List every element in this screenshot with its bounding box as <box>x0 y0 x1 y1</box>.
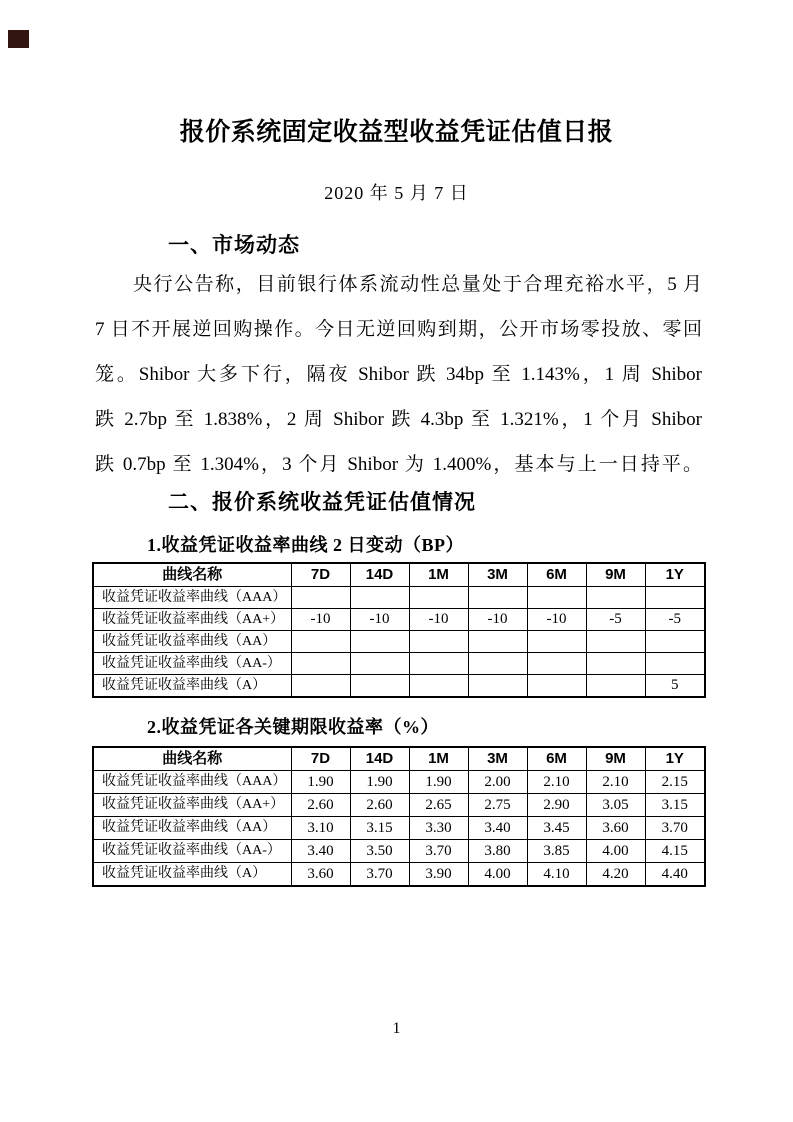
value-cell <box>291 587 350 609</box>
value-cell: 2.15 <box>645 771 705 794</box>
value-cell <box>291 653 350 675</box>
corner-mark <box>8 30 29 48</box>
value-cell: -10 <box>350 609 409 631</box>
value-cell: 3.70 <box>409 840 468 863</box>
value-cell: -10 <box>527 609 586 631</box>
curve-name-cell: 收益凭证收益率曲线（A） <box>93 863 291 887</box>
value-cell: 5 <box>645 675 705 698</box>
value-cell: 2.75 <box>468 794 527 817</box>
column-header-1m: 1M <box>409 563 468 587</box>
value-cell: 4.00 <box>468 863 527 887</box>
value-cell: 3.30 <box>409 817 468 840</box>
curve-name-cell: 收益凭证收益率曲线（AA） <box>93 817 291 840</box>
curve-name-cell: 收益凭证收益率曲线（AA-） <box>93 653 291 675</box>
paragraph-line-1: 央行公告称，目前银行体系流动性总量处于合理充裕水平，5 月 <box>133 274 702 295</box>
value-cell: -5 <box>645 609 705 631</box>
value-cell <box>291 675 350 698</box>
curve-name-cell: 收益凭证收益率曲线（A） <box>93 675 291 698</box>
column-header-9m: 9M <box>586 563 645 587</box>
value-cell <box>527 653 586 675</box>
paragraph-line-5: 跌 0.7bp 至 1.304%，3 个月 Shibor 为 1.400%，基本与上一日持平。 <box>95 454 702 475</box>
value-cell <box>409 653 468 675</box>
value-cell: 3.45 <box>527 817 586 840</box>
column-header-6m: 6M <box>527 563 586 587</box>
value-cell <box>409 587 468 609</box>
value-cell: 1.90 <box>291 771 350 794</box>
value-cell: 1.90 <box>350 771 409 794</box>
value-cell: 4.00 <box>586 840 645 863</box>
column-header-14d: 14D <box>350 563 409 587</box>
value-cell: 4.10 <box>527 863 586 887</box>
column-header-6m: 6M <box>527 747 586 771</box>
column-header-curve-name: 曲线名称 <box>93 563 291 587</box>
document-date: 2020 年 5 月 7 日 <box>324 183 469 203</box>
value-cell: 3.50 <box>350 840 409 863</box>
market-dynamics-paragraph <box>95 262 702 487</box>
value-cell <box>527 675 586 698</box>
value-cell <box>468 587 527 609</box>
value-cell: 3.80 <box>468 840 527 863</box>
value-cell: 2.10 <box>586 771 645 794</box>
table-row <box>93 587 705 609</box>
value-cell <box>527 631 586 653</box>
table-row <box>93 653 705 675</box>
table-row <box>93 631 705 653</box>
curve-name-cell: 收益凭证收益率曲线（AA+） <box>93 794 291 817</box>
table-row <box>93 794 705 817</box>
table-header-row <box>93 563 705 587</box>
value-cell: 3.15 <box>350 817 409 840</box>
curve-name-cell: 收益凭证收益率曲线（AA+） <box>93 609 291 631</box>
value-cell: 3.05 <box>586 794 645 817</box>
column-header-1y: 1Y <box>645 563 705 587</box>
value-cell <box>468 653 527 675</box>
table-2-caption: 2.收益凭证各关键期限收益率（%） <box>147 717 439 737</box>
value-cell: 3.40 <box>468 817 527 840</box>
table-header-row <box>93 747 705 771</box>
value-cell: 4.20 <box>586 863 645 887</box>
paragraph-line-4: 跌 2.7bp 至 1.838%，2 周 Shibor 跌 4.3bp 至 1.321%，1 个月 Shibor <box>95 409 702 430</box>
table-row <box>93 840 705 863</box>
document-title: 报价系统固定收益型收益凭证估值日报 <box>179 118 614 146</box>
section-1-heading: 一、市场动态 <box>168 234 300 257</box>
value-cell: 3.90 <box>409 863 468 887</box>
value-cell: -10 <box>291 609 350 631</box>
table-row <box>93 817 705 840</box>
value-cell <box>645 631 705 653</box>
column-header-curve-name: 曲线名称 <box>93 747 291 771</box>
value-cell <box>645 587 705 609</box>
column-header-3m: 3M <box>468 563 527 587</box>
paragraph-line-2: 7 日不开展逆回购操作。今日无逆回购到期，公开市场零投放、零回 <box>95 319 702 340</box>
value-cell: 2.90 <box>527 794 586 817</box>
value-cell: 2.60 <box>291 794 350 817</box>
column-header-7d: 7D <box>291 563 350 587</box>
value-cell: 2.60 <box>350 794 409 817</box>
value-cell: 3.70 <box>645 817 705 840</box>
table-row <box>93 771 705 794</box>
column-header-7d: 7D <box>291 747 350 771</box>
value-cell: 2.00 <box>468 771 527 794</box>
value-cell <box>291 631 350 653</box>
value-cell <box>468 631 527 653</box>
value-cell <box>409 675 468 698</box>
value-cell: -10 <box>409 609 468 631</box>
value-cell <box>350 675 409 698</box>
value-cell <box>645 653 705 675</box>
value-cell: 3.85 <box>527 840 586 863</box>
value-cell <box>350 587 409 609</box>
value-cell: -10 <box>468 609 527 631</box>
value-cell: 4.40 <box>645 863 705 887</box>
column-header-1y: 1Y <box>645 747 705 771</box>
paragraph-line-3: 笼。Shibor 大多下行，隔夜 Shibor 跌 34bp 至 1.143%，1 周 Shibor <box>95 364 702 385</box>
value-cell <box>350 631 409 653</box>
column-header-3m: 3M <box>468 747 527 771</box>
table-row <box>93 675 705 698</box>
section-2-heading: 二、报价系统收益凭证估值情况 <box>168 491 476 514</box>
value-cell <box>586 675 645 698</box>
table-row <box>93 863 705 887</box>
value-cell: 3.40 <box>291 840 350 863</box>
value-cell: -5 <box>586 609 645 631</box>
yield-curve-change-table <box>92 562 706 698</box>
page-number: 1 <box>392 1020 401 1037</box>
column-header-9m: 9M <box>586 747 645 771</box>
value-cell: 3.60 <box>586 817 645 840</box>
value-cell: 3.70 <box>350 863 409 887</box>
key-tenor-yield-table <box>92 746 706 887</box>
value-cell <box>586 631 645 653</box>
value-cell <box>527 587 586 609</box>
curve-name-cell: 收益凭证收益率曲线（AAA） <box>93 771 291 794</box>
value-cell: 4.15 <box>645 840 705 863</box>
value-cell: 2.65 <box>409 794 468 817</box>
curve-name-cell: 收益凭证收益率曲线（AA） <box>93 631 291 653</box>
value-cell: 2.10 <box>527 771 586 794</box>
value-cell <box>409 631 468 653</box>
table-row <box>93 609 705 631</box>
value-cell: 3.15 <box>645 794 705 817</box>
value-cell <box>586 653 645 675</box>
curve-name-cell: 收益凭证收益率曲线（AA-） <box>93 840 291 863</box>
value-cell <box>468 675 527 698</box>
table-1-caption: 1.收益凭证收益率曲线 2 日变动（BP） <box>147 535 464 555</box>
curve-name-cell: 收益凭证收益率曲线（AAA） <box>93 587 291 609</box>
value-cell: 3.60 <box>291 863 350 887</box>
value-cell: 3.10 <box>291 817 350 840</box>
column-header-1m: 1M <box>409 747 468 771</box>
value-cell <box>586 587 645 609</box>
value-cell: 1.90 <box>409 771 468 794</box>
value-cell <box>350 653 409 675</box>
column-header-14d: 14D <box>350 747 409 771</box>
